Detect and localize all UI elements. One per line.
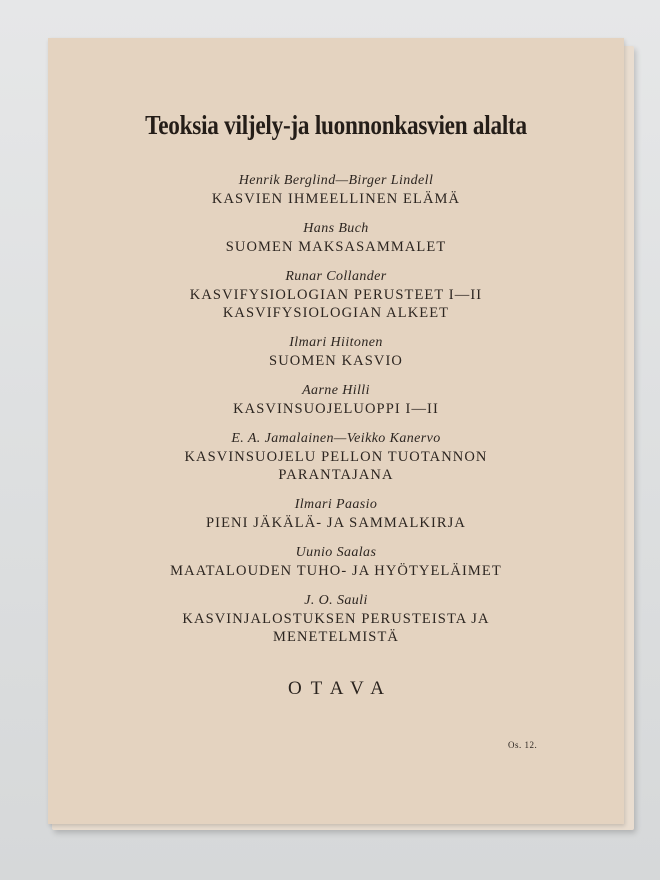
entry-title: KASVINSUOJELU PELLON TUOTANNON [184,449,488,465]
entry-title: PIENI JÄKÄLÄ- JA SAMMALKIRJA [206,515,466,531]
entry-author: Henrik Berglind—Birger Lindell [238,173,434,188]
entry-title: KASVIFYSIOLOGIAN ALKEET [222,305,450,321]
entry-title: KASVINJALOSTUKSEN PERUSTEISTA JA [182,611,490,627]
entry-author: E. A. Jamalainen—Veikko Kanervo [231,431,441,446]
list-item [48,430,624,484]
list-item [48,592,624,646]
entry-title: KASVINSUOJELUOPPI I—II [233,401,439,417]
entry-author: J. O. Sauli [304,593,368,608]
entry-title: KASVIFYSIOLOGIAN PERUSTEET I—II [189,287,483,303]
entry-author: Ilmari Hiitonen [289,335,383,350]
entry-title: MENETELMISTÄ [273,629,399,645]
entry-author: Uunio Saalas [295,545,377,560]
entry-title: PARANTAJANA [278,467,394,483]
entry-title: SUOMEN MAKSASAMMALET [225,239,447,255]
entry-title: MAATALOUDEN TUHO- JA HYÖTYELÄIMET [170,563,502,579]
book-list [48,172,624,658]
list-item [48,334,624,370]
entry-author: Hans Buch [303,221,369,236]
entry-author: Aarne Hilli [302,383,370,398]
list-item [48,220,624,256]
entry-author: Runar Collander [285,269,387,284]
list-item [48,268,624,322]
catalog-code: Os. 12. [508,740,538,750]
cover-heading: Teoksia viljely-ja luonnonkasvien alalta [145,110,527,140]
entry-author: Ilmari Paasio [294,497,378,512]
entry-title: KASVIEN IHMEELLINEN ELÄMÄ [211,191,461,207]
entry-title: SUOMEN KASVIO [269,353,403,369]
list-item [48,496,624,532]
publisher-name: OTAVA [287,678,394,699]
list-item [48,172,624,208]
list-item [48,544,624,580]
list-item [48,382,624,418]
book-back-cover [48,38,624,824]
